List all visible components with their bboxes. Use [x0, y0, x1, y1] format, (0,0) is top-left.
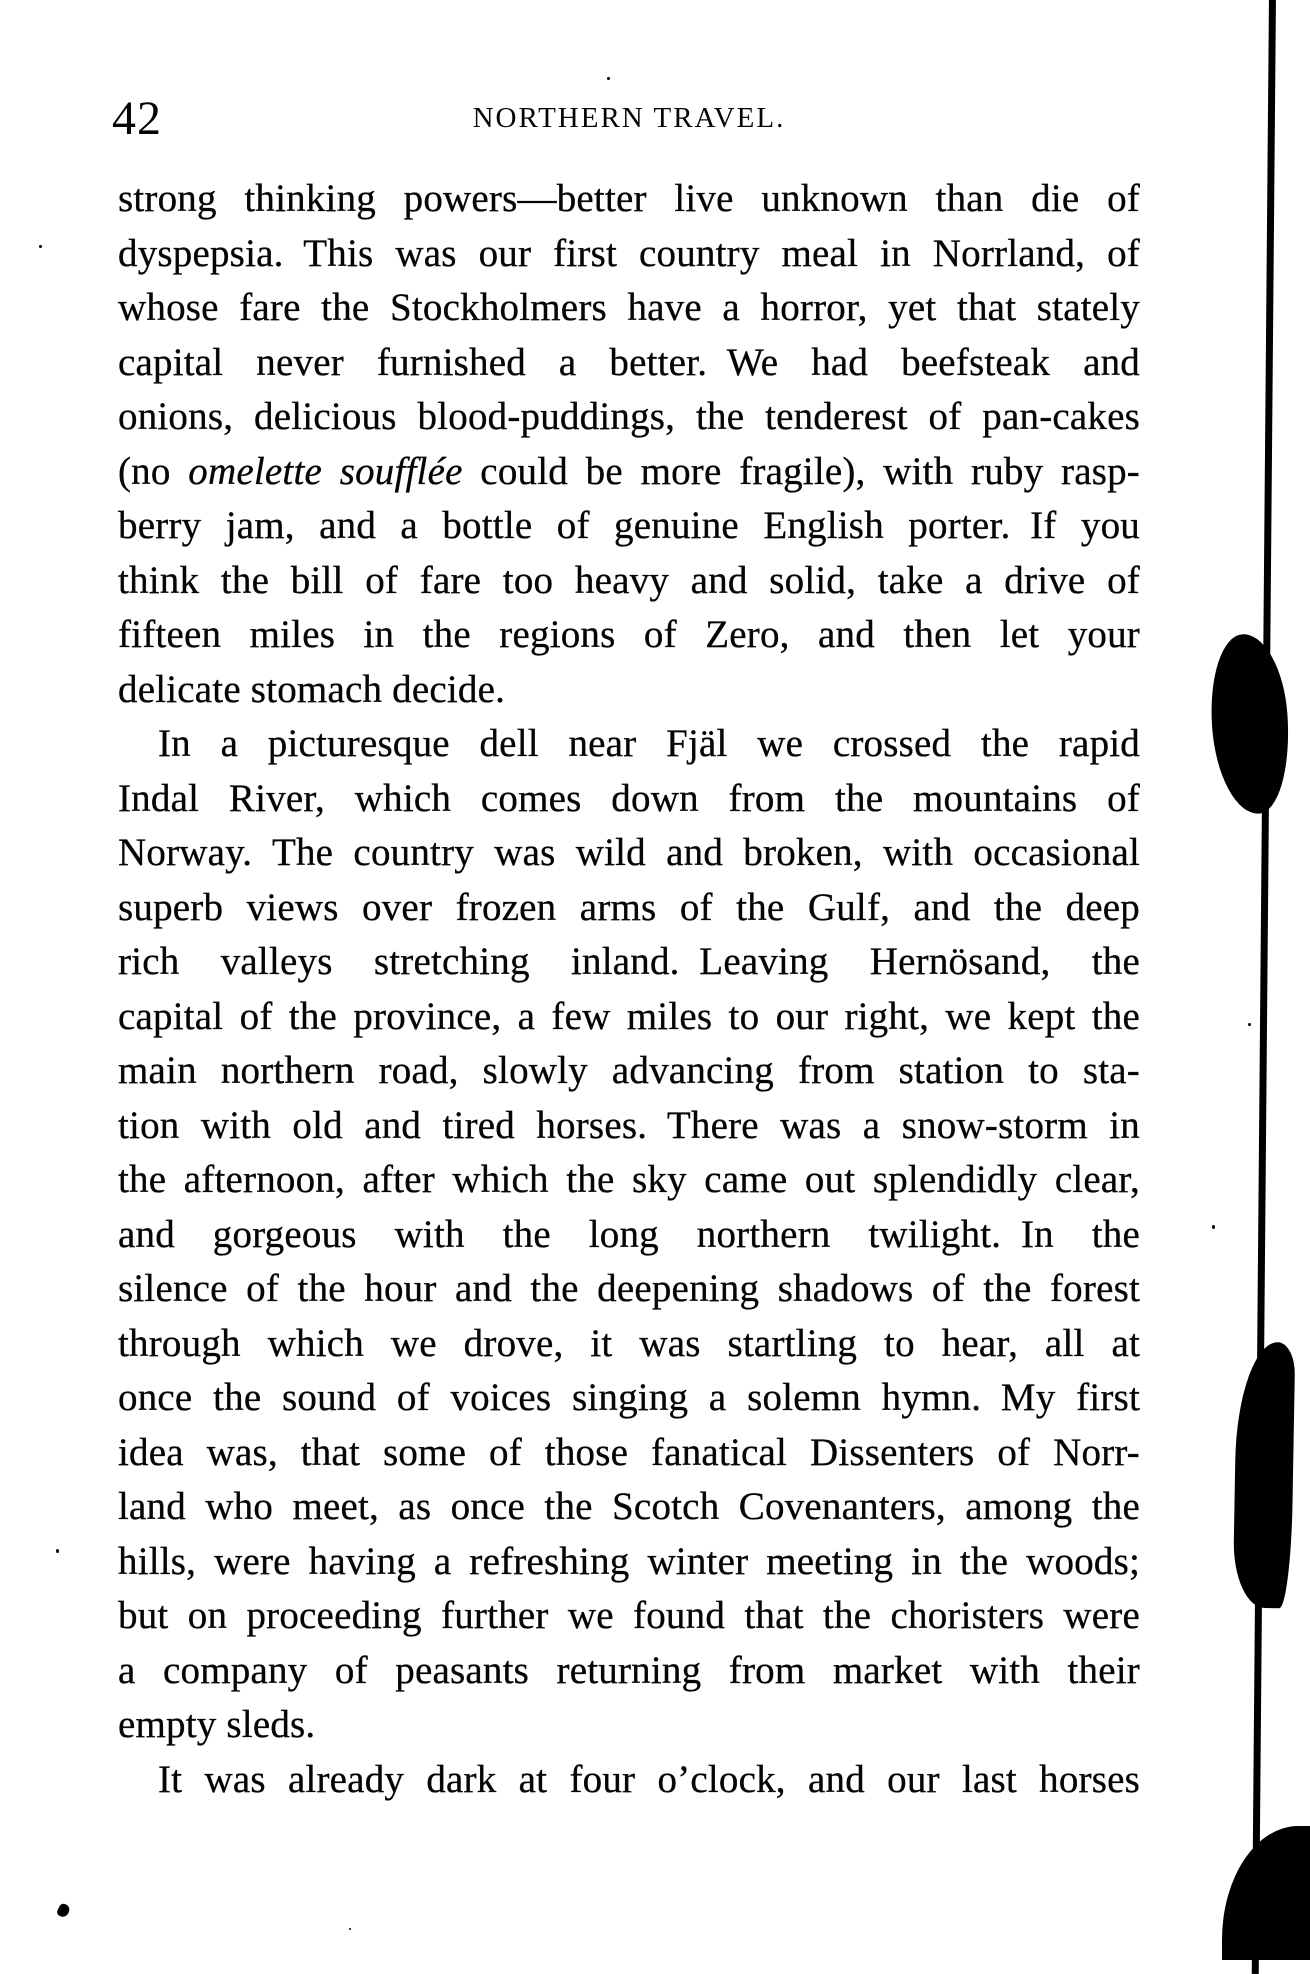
text-line — [118, 1153, 1140, 1208]
text-line — [118, 1371, 1140, 1426]
text-line — [118, 554, 1140, 609]
text-line — [118, 881, 1140, 936]
text-line — [118, 1480, 1140, 1535]
text-segment: fifteen miles in the regions of Zero, and then let your — [118, 613, 1140, 656]
text-line — [118, 663, 1140, 718]
text-segment: Indal River, which comes down from the mountains of — [118, 776, 1140, 820]
text-line — [118, 281, 1140, 336]
text-segment: capital never furnished a better. We had beefsteak and — [118, 340, 1140, 384]
text-segment: the afternoon, after which the sky came out splendidly clear, — [118, 1158, 1140, 1201]
ink-speck — [607, 77, 610, 80]
text-line — [118, 390, 1140, 445]
text-segment: and gorgeous with the long northern twilight. In the — [118, 1212, 1140, 1256]
text-segment: Norway. The country was wild and broken, with occasional — [118, 831, 1140, 874]
text-segment: superb views over frozen arms of the Gulf, and the deep — [118, 885, 1140, 929]
ink-blot-upper — [1206, 632, 1294, 817]
text-segment: tion with old and tired horses. There was a snow-storm in — [118, 1103, 1140, 1147]
text-segment: strong thinking powers—better live unknown than die of — [118, 177, 1140, 220]
text-segment: rich valleys stretching inland. Leaving Hernösand, the — [118, 940, 1140, 983]
text-line — [118, 1644, 1140, 1699]
text-line — [118, 336, 1140, 391]
text-segment: main northern road, slowly advancing from station to sta- — [118, 1049, 1140, 1092]
ink-speck — [349, 1928, 351, 1930]
page-edge-line — [1252, 0, 1276, 1974]
page-text — [118, 172, 1140, 1807]
text-line — [118, 826, 1140, 881]
text-line — [118, 1535, 1140, 1590]
text-segment: empty sleds. — [118, 1703, 316, 1746]
text-line — [118, 1044, 1140, 1099]
text-segment: whose fare the Stockholmers have a horror, yet that stately — [118, 286, 1140, 329]
ink-speck — [56, 1549, 59, 1553]
printers-mark — [56, 1902, 71, 1918]
text-segment: It was already dark at four o’clock, and our last horses — [158, 1757, 1140, 1801]
text-line — [118, 1099, 1140, 1154]
text-line — [118, 445, 1140, 500]
text-line — [118, 935, 1140, 990]
text-line — [118, 772, 1140, 827]
text-segment: dyspepsia. This was our first country meal in Norrland, of — [118, 231, 1140, 275]
ink-speck — [39, 245, 42, 248]
text-line — [118, 1589, 1140, 1644]
text-line — [118, 1698, 1140, 1753]
ink-speck — [1248, 1023, 1251, 1026]
text-segment: In a picturesque dell near Fjäl we crossed the rapid — [158, 722, 1140, 765]
text-line — [118, 172, 1140, 227]
italic-text-segment: omelette soufflée — [188, 449, 463, 493]
text-segment: through which we drove, it was startling to hear, all at — [118, 1321, 1140, 1365]
text-line — [118, 1753, 1140, 1808]
text-segment: silence of the hour and the deepening shadows of the forest — [118, 1267, 1140, 1310]
ink-blot-corner — [1222, 1826, 1310, 1960]
text-line — [118, 990, 1140, 1045]
text-segment: once the sound of voices singing a solemn hymn. My first — [118, 1376, 1140, 1419]
text-segment: could be more fragile), with ruby rasp- — [462, 449, 1140, 493]
text-segment: delicate stomach decide. — [118, 667, 506, 711]
text-segment: think the bill of fare too heavy and solid, take a drive of — [118, 558, 1140, 602]
text-line — [118, 1426, 1140, 1481]
text-line — [118, 1317, 1140, 1372]
text-line — [118, 227, 1140, 282]
text-segment: onions, delicious blood-puddings, the tenderest of pan-cakes — [118, 395, 1140, 438]
text-line — [118, 1208, 1140, 1263]
ink-blot-lower — [1233, 1342, 1296, 1609]
text-line — [118, 717, 1140, 772]
text-segment: land who meet, as once the Scotch Covenanters, among the — [118, 1485, 1140, 1528]
text-segment: hills, were having a refreshing winter meeting in the woods; — [118, 1539, 1140, 1583]
text-segment: berry jam, and a bottle of genuine English porter. If you — [118, 504, 1140, 547]
text-segment: idea was, that some of those fanatical Dissenters of Norr- — [118, 1430, 1140, 1474]
text-segment: capital of the province, a few miles to our right, we kept the — [118, 994, 1140, 1038]
text-line — [118, 608, 1140, 663]
running-header: NORTHERN TRAVEL. — [472, 102, 786, 134]
page-number: 42 — [112, 92, 162, 145]
text-line — [118, 1262, 1140, 1317]
text-segment: but on proceeding further we found that the choristers were — [118, 1594, 1140, 1637]
text-segment: (no — [118, 449, 189, 493]
text-segment: a company of peasants returning from market with their — [118, 1648, 1140, 1692]
text-line — [118, 499, 1140, 554]
ink-speck — [1212, 1225, 1215, 1229]
